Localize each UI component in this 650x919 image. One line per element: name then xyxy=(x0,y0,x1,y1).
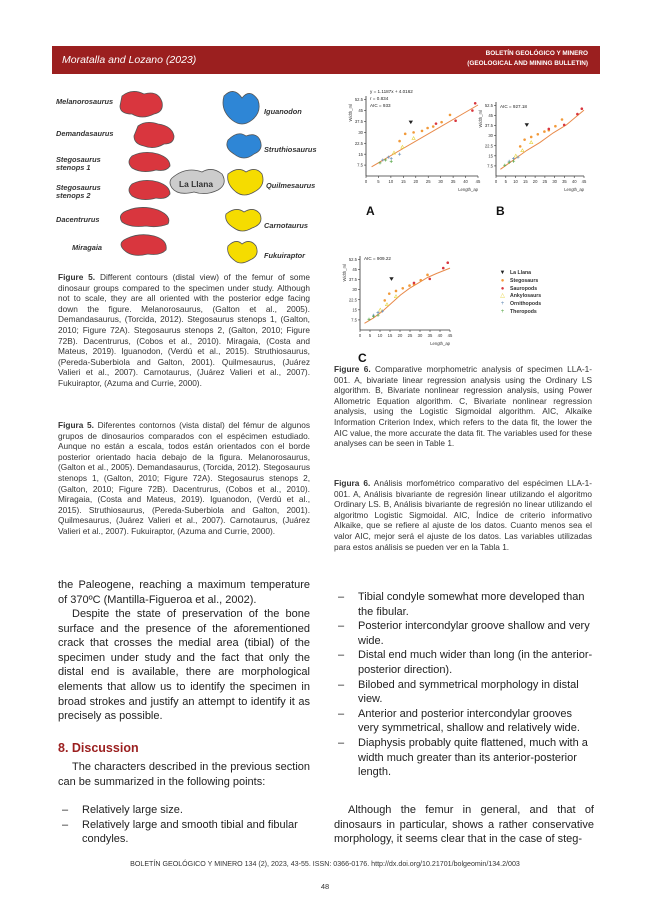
y-tick-label: 37.5 xyxy=(354,119,363,125)
legend-symbol: + xyxy=(500,308,505,315)
header-authors: Moratalla and Lozano (2023) xyxy=(62,54,197,66)
y-tick-label: 45 xyxy=(488,113,493,119)
x-axis-label: Length_ap xyxy=(458,187,478,192)
caption-5-en-text: Different contours (distal view) of the femur of some dinosaur groups compared to the specimen under study. Although not to scale, they are all oriented with the posterior edge facing down the figure. Melanorosaurus, (Galton et al., 2005). Demandasaurus, (Torcida, 2012). Stegosaurus stenops 1, (Galton, 2010; Figure 72A). Stegosaurus stenops 2, (Galton, 2010; Figure 72B). Dacentrurus, (Cobos et al., 2010). Miragaia, (Costa and Mateus, 2019). Iguanodon, (Verdú et al., 2015). Struthiosaurus, (Pereda-Suberbiola and Galton, 2001). Quilmesaurus, (Juárez Valieri et al., 2007). Carnotaurus, (Juárez Valieri et al., 2007). Fukuiraptor, (Azuma and Currie, 2000). xyxy=(58,272,310,388)
plot-a-svg xyxy=(334,88,484,202)
bullet-list-right xyxy=(334,590,594,780)
panel-label-b: B xyxy=(496,204,505,218)
y-tick-label: 22.5 xyxy=(348,297,357,303)
data-point xyxy=(388,292,391,295)
fit-line xyxy=(500,110,584,169)
y-axis-label: Width_ml xyxy=(342,264,347,282)
data-point xyxy=(561,118,564,121)
y-tick-label: 45 xyxy=(352,267,357,273)
data-point xyxy=(432,125,435,128)
caption-6-en-lead: Figure 6. xyxy=(334,364,371,374)
y-tick-label: 30 xyxy=(488,133,493,139)
caption-5-es-text: Diferentes contornos (vista distal) del fémur de algunos grupos de dinosaurios comparados con el espécimen estudiado. Aunque no están a escala, todos están orientados con el borde posterior orientado hacia debajo de la figura. Melanorosaurus, (Galton et al., 2005). Demandasaurus, (Torcida, 2012). Stegosaurus stenops 1, (Galton, 2010; Figure 72A). Stegosaurus stenops 2, (Galton, 2010; Figure 72B). Dacentrurus, (Cobos et al., 2010). Miragaia, (Costa and Mateus, 2019). Iguanodon, (Verdú et al., 2015). Struthiosaurus, (Pereda-Suberbiola and Galton, 2001). Quilmesaurus, (Juárez Valieri et al., 2007). Carnotaurus, (Juárez Valieri et al., 2007). Fukuiraptor, (Azuma and Currie, 2000). xyxy=(58,420,311,536)
y-tick-label: 7.5 xyxy=(357,162,363,168)
x-tick-label: 15 xyxy=(387,333,393,338)
label-quilmesaurus: Quilmesaurus xyxy=(266,181,316,190)
figure-5 xyxy=(52,84,317,269)
data-point xyxy=(421,130,424,133)
data-point xyxy=(525,123,529,127)
data-point xyxy=(454,119,457,122)
data-point xyxy=(389,277,393,281)
legend-symbol: + xyxy=(500,301,505,308)
x-axis-label: Length_ap xyxy=(564,187,584,192)
data-point xyxy=(449,114,452,117)
panel-label-a: A xyxy=(366,204,375,218)
data-point xyxy=(383,299,386,302)
x-tick-label: 15 xyxy=(522,179,528,184)
y-tick-label: 22.5 xyxy=(354,140,363,146)
data-point xyxy=(395,290,398,293)
journal-subtitle: (GEOLOGICAL AND MINING BULLETIN) xyxy=(467,60,588,67)
legend-item xyxy=(498,301,541,309)
data-point xyxy=(446,261,449,264)
panel-label-c: C xyxy=(358,351,367,365)
data-point xyxy=(530,136,533,139)
stegosaurus-stenops-1-contour xyxy=(129,152,170,171)
data-point xyxy=(398,153,401,156)
x-tick-label: 15 xyxy=(400,179,406,184)
data-point xyxy=(426,274,429,277)
x-tick-label: 30 xyxy=(552,179,558,184)
plot-c xyxy=(334,246,454,359)
paragraph-2: Despite the state of preservation of the bone surface and the presence of the aforementioned crack that crosses the medial area (tibial) of the specimen under study and the fact that only the distal end is available, there are morphological elements that allow us to identify the specimen in broad strokes and justify an attempt to identify it as precisely as possible. xyxy=(58,608,310,723)
data-point xyxy=(576,113,579,116)
y-tick-label: 15 xyxy=(352,307,357,313)
y-axis-label: Width_ml xyxy=(348,104,353,122)
data-point xyxy=(543,130,546,133)
data-point xyxy=(409,121,413,125)
x-tick-label: 35 xyxy=(562,179,567,184)
list-item: – Posterior intercondylar groove shallow and very wide. xyxy=(338,620,590,647)
x-tick-label: 35 xyxy=(427,333,433,338)
label-fukuiraptor: Fukuiraptor xyxy=(264,251,306,260)
caption-5-es-lead: Figura 5. xyxy=(58,420,94,430)
label-la-llana: La Llana xyxy=(179,179,213,189)
y-tick-label: 15 xyxy=(488,153,493,159)
x-tick-label: 10 xyxy=(513,179,518,184)
footer-citation: BOLETÍN GEOLÓGICO Y MINERO 134 (2), 2023, 43-55. ISSN: 0366-0176. http://dx.doi.org/10.21701/bolgeomin/134.2/003 xyxy=(130,860,520,868)
data-point xyxy=(398,140,401,143)
legend-label: Sauropods xyxy=(510,285,538,292)
list-item: – Anterior and posterior intercondylar grooves very symmetrical, shallow and relatively wide. xyxy=(338,707,580,735)
data-point xyxy=(401,145,404,148)
struthiosaurus-contour xyxy=(227,134,261,158)
x-tick-label: 40 xyxy=(463,179,468,184)
plot-annotation: y = 1.1187x + 4.0162 xyxy=(370,89,413,94)
data-point xyxy=(503,164,506,167)
legend-label: Ornithopods xyxy=(510,301,542,308)
data-point xyxy=(379,308,382,311)
list-item: – Tibial condyle somewhat more developed than the fibular. xyxy=(338,591,585,618)
label-carnotaurus: Carnotaurus xyxy=(264,221,308,230)
plot-b-svg xyxy=(470,88,590,202)
data-point xyxy=(581,107,584,110)
list-item: – Relatively large and smooth tibial and fibular condyles. xyxy=(62,818,298,846)
data-point xyxy=(404,133,407,136)
y-tick-label: 52.5 xyxy=(484,102,493,108)
paragraph-1: the Paleogene, reaching a maximum temperature of 370ºC (Mantilla-Figueroa et al., 2002). xyxy=(58,579,310,606)
label-demandasaurus: Demandasaurus xyxy=(56,129,114,138)
y-tick-label: 45 xyxy=(358,108,363,114)
data-point xyxy=(548,128,551,131)
data-point xyxy=(554,125,557,128)
caption-figure-6-en xyxy=(334,364,592,449)
list-item: – Relatively large size. xyxy=(62,804,183,816)
plot-annotation: AIC = 933 xyxy=(370,103,391,108)
data-point xyxy=(563,124,566,127)
legend-item xyxy=(498,293,541,301)
data-point xyxy=(521,149,524,152)
caption-6-es-lead: Figura 6. xyxy=(334,478,371,488)
y-axis-label: Width_ml xyxy=(478,110,483,128)
x-tick-label: 35 xyxy=(450,179,456,184)
x-tick-label: 30 xyxy=(417,333,423,338)
section-heading-discussion: 8. Discussion xyxy=(58,741,139,755)
data-point xyxy=(394,295,397,298)
label-miragaia: Miragaia xyxy=(72,243,102,252)
legend-item xyxy=(498,278,541,286)
caption-figure-6-es xyxy=(334,478,592,552)
caption-6-en-text: Comparative morphometric analysis of specimen LLA-1-001. A, bivariate linear regression analysis using the Ordinary LS algorithm. B, Bivariate nonlinear regression analysis, using Power Allometric Equation algorithm. C, Bivariate nonlinear regression analysis, using the Logistic Sigmoidal algorithm. AIC, Alkaike Information Criterion Index, which refers to the data fit, the lower the AIC value, the more accurate the data fit. The variables used for these analyses can be seen in Table 1. xyxy=(334,364,592,449)
demandasaurus-contour xyxy=(134,122,174,147)
legend-symbol: ▼ xyxy=(499,270,506,276)
y-tick-label: 52.5 xyxy=(348,256,357,262)
data-point xyxy=(440,121,443,124)
x-tick-label: 25 xyxy=(407,333,413,338)
y-tick-label: 22.5 xyxy=(484,143,493,149)
y-tick-label: 30 xyxy=(352,287,357,293)
data-point xyxy=(390,160,393,163)
x-tick-label: 45 xyxy=(475,179,481,184)
label-stegosaurus-stenops-2: Stegosaurus stenops 2 xyxy=(56,183,101,200)
x-tick-label: 20 xyxy=(397,333,403,338)
data-point xyxy=(385,303,388,306)
list-item: – Bilobed and symmetrical morphology in distal view. xyxy=(338,678,579,706)
data-point xyxy=(442,267,445,270)
x-tick-label: 10 xyxy=(388,179,394,184)
list-item: – Distal end much wider than long (in the anterior-posterior direction). xyxy=(338,649,593,676)
y-tick-label: 7.5 xyxy=(487,163,493,169)
x-tick-label: 0 xyxy=(364,179,368,184)
y-tick-label: 15 xyxy=(358,151,363,157)
data-point xyxy=(435,122,438,125)
data-point xyxy=(390,157,393,160)
carnotaurus-contour xyxy=(226,209,261,231)
caption-figure-5-en xyxy=(58,272,310,389)
page-number: 48 xyxy=(320,882,330,891)
data-point xyxy=(426,127,429,130)
data-point xyxy=(413,282,416,285)
melanorosaurus-contour xyxy=(120,91,162,117)
header-journal xyxy=(467,49,588,69)
label-melanorosaurus: Melanorosaurus xyxy=(56,97,114,106)
bullet-list-left xyxy=(58,803,310,847)
plot-annotation: r = 0.834 xyxy=(370,96,389,101)
x-tick-label: 0 xyxy=(494,179,498,184)
x-tick-label: 5 xyxy=(368,333,372,338)
x-tick-label: 0 xyxy=(358,333,362,338)
legend-label: Ankylosaurs xyxy=(510,293,542,300)
legend-symbol: △ xyxy=(500,293,505,300)
x-tick-label: 30 xyxy=(438,179,444,184)
x-tick-label: 25 xyxy=(425,179,431,184)
y-tick-label: 30 xyxy=(358,129,363,135)
data-point xyxy=(412,137,415,140)
legend-label: Theropods xyxy=(510,308,537,315)
fit-line xyxy=(372,105,478,167)
plot-legend xyxy=(498,270,541,317)
legend-item xyxy=(498,270,541,278)
plot-a xyxy=(334,88,484,207)
legend-label: La Llana xyxy=(510,270,532,276)
x-tick-label: 45 xyxy=(447,333,453,338)
legend-symbol: ● xyxy=(500,277,505,284)
plot-b xyxy=(470,88,590,207)
x-tick-label: 20 xyxy=(532,179,538,184)
data-point xyxy=(537,133,540,136)
data-point xyxy=(530,141,533,144)
paragraph-3: The characters described in the previous section can be summarized in the following points: xyxy=(58,761,310,788)
fukuiraptor-contour xyxy=(228,241,258,263)
data-point xyxy=(428,278,431,281)
label-struthiosaurus: Struthiosaurus xyxy=(264,145,317,154)
legend-item xyxy=(498,286,541,294)
dacentrurus-contour xyxy=(120,207,168,226)
x-tick-label: 25 xyxy=(542,179,548,184)
y-tick-label: 37.5 xyxy=(348,277,357,283)
list-item: – Diaphysis probably quite flattened, much with a width much greater than its anterior-posterior length. xyxy=(338,736,588,779)
legend-label: Stegosaurs xyxy=(510,277,539,284)
data-point xyxy=(514,154,517,157)
y-tick-label: 37.5 xyxy=(484,123,493,129)
x-tick-label: 5 xyxy=(504,179,507,184)
data-point xyxy=(519,145,522,148)
stegosaurus-stenops-2-contour xyxy=(129,180,170,199)
plot-annotation: AIC = 927.18 xyxy=(500,104,527,109)
y-tick-label: 52.5 xyxy=(354,97,363,103)
y-tick-label: 7.5 xyxy=(351,317,357,323)
legend-item xyxy=(498,309,541,317)
miragaia-contour xyxy=(121,235,166,256)
x-tick-label: 20 xyxy=(413,179,419,184)
data-point xyxy=(408,284,411,287)
journal-title: BOLETÍN GEOLÓGICO Y MINERO xyxy=(485,50,588,57)
plot-annotation: AIC = 909.22 xyxy=(364,256,391,261)
x-tick-label: 40 xyxy=(571,179,577,184)
data-point xyxy=(523,138,526,141)
label-stegosaurus-stenops-1: Stegosaurus stenops 1 xyxy=(56,155,101,172)
iguanodon-contour xyxy=(223,91,259,124)
data-point xyxy=(419,279,422,282)
caption-figure-5-es xyxy=(58,420,310,537)
x-tick-label: 40 xyxy=(437,333,443,338)
x-tick-label: 45 xyxy=(581,179,587,184)
label-dacentrurus: Dacentrurus xyxy=(56,215,100,224)
quilmesaurus-contour xyxy=(228,169,263,195)
data-point xyxy=(412,131,415,134)
caption-6-es-text: Análisis morfométrico comparativo del espécimen LLA-1-001. A, Análisis bivariante de regresión linear utilizando el algoritmo Ordinary LS. B, Análisis bivariante de regresión no linear utilizando el algoritmo Logistic Sigmoidal. AIC, Índice de criterio informativo Alkaike, que se refiere al ajuste de los datos. Cuanto menos sea el valor AIC, mejor será el ajuste de los datos. Las variables utilizadas para estos análisis se pueden ver en la Tabla 1. xyxy=(334,478,593,552)
x-tick-label: 5 xyxy=(377,179,380,184)
journal-header-bar xyxy=(52,46,600,74)
plot-c-svg xyxy=(334,246,454,354)
x-axis-label: Length_ap xyxy=(430,341,450,346)
paragraph-4: Although the femur in general, and that of dinosaurs in particular, shows a rather conservative morphology, it seems clear that in the case of steg- xyxy=(334,804,594,846)
caption-5-en-lead: Figure 5. xyxy=(58,272,96,282)
data-point xyxy=(401,287,404,290)
x-tick-label: 10 xyxy=(377,333,383,338)
legend-symbol: ● xyxy=(500,285,505,292)
label-iguanodon: Iguanodon xyxy=(264,107,302,116)
